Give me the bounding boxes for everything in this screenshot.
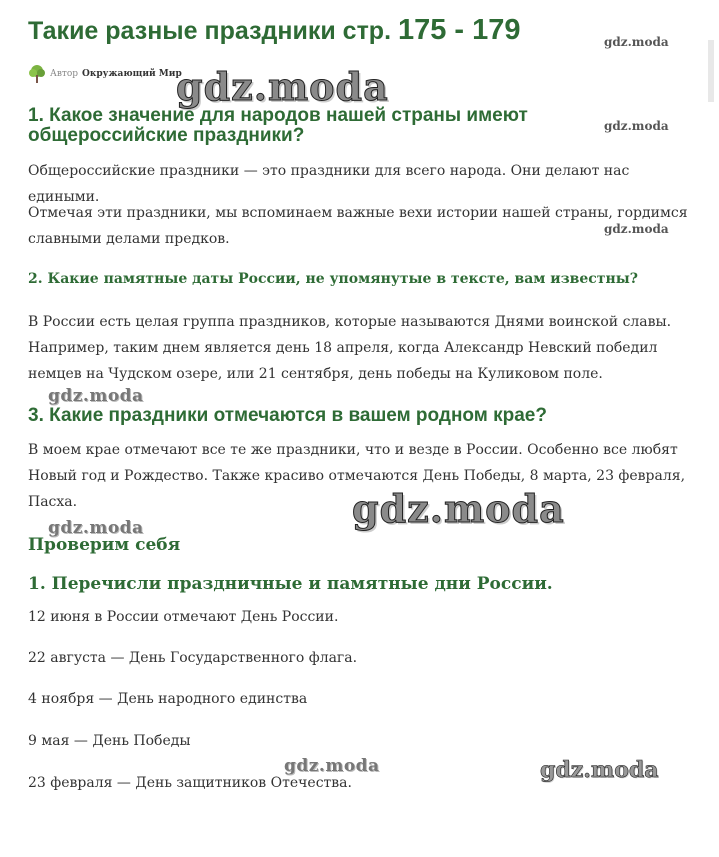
question-2-heading: 2. Какие памятные даты России, не упомянутые в тексте, вам известны?	[28, 271, 638, 287]
watermark-large: gdz.moda	[352, 486, 565, 531]
watermark-medium: gdz.moda	[284, 756, 380, 776]
watermark-small: gdz.moda	[604, 119, 669, 133]
question-3-paragraph: В моем крае отмечают все те же праздники, что и везде в России. Особенно все любят Новый год и Рождество. Также красиво отмечаются День Победы, 8 марта, 23 февраля, Пасха.	[28, 442, 686, 510]
tree-icon	[28, 64, 46, 84]
author-name[interactable]: Окружающий Мир	[82, 69, 182, 79]
author-line	[28, 64, 182, 84]
question-1-paragraph-1: Общероссийские праздники — это праздники для всего народа. Они делают нас едиными.	[28, 163, 630, 205]
watermark-medium: gdz.moda	[48, 386, 144, 406]
holiday-line: 9 мая — День Победы	[28, 733, 191, 749]
watermark-small: gdz.moda	[604, 35, 669, 49]
watermark-small: gdz.moda	[604, 222, 669, 236]
question-2-paragraph: В России есть целая группа праздников, которые называются Днями воинской славы. Например, таким днем является день 18 апреля, когда Александр Невский победил немцев на Чудском озере, или 21 сентября, день победы на Куликовом поле.	[28, 314, 672, 382]
author-label: Автор	[50, 69, 79, 79]
page-title-pages: 175 - 179	[397, 14, 521, 46]
next-heading-cutoff	[28, 818, 588, 824]
page-title-text: Такие разные праздники стр.	[28, 17, 392, 45]
holiday-line: 12 июня в России отмечают День России.	[28, 609, 339, 625]
check-question-1-heading: 1. Перечисли праздничные и памятные дни России.	[28, 574, 553, 594]
question-3-heading: 3. Какие праздники отмечаются в вашем родном крае?	[28, 405, 547, 426]
holiday-line: 23 февраля — День защитников Отечества.	[28, 775, 352, 791]
holiday-line: 22 августа — День Государственного флага.	[28, 650, 358, 666]
check-yourself-heading: Проверим себя	[28, 535, 181, 555]
holiday-line: 4 ноября — День народного единства	[28, 691, 308, 707]
question-1-heading: 1. Какое значение для народов нашей страны имеют общероссийские праздники?	[28, 105, 528, 146]
watermark-medium: gdz.moda	[48, 518, 144, 538]
question-1-paragraph-2: Отмечая эти праздники, мы вспоминаем важные вехи истории нашей страны, гордимся славными делами предков.	[28, 205, 688, 247]
watermark-medium-large: gdz.moda	[540, 757, 659, 783]
watermark-large: gdz.moda	[176, 64, 389, 109]
page-title	[28, 14, 521, 47]
side-scroll-indicator	[708, 40, 714, 102]
